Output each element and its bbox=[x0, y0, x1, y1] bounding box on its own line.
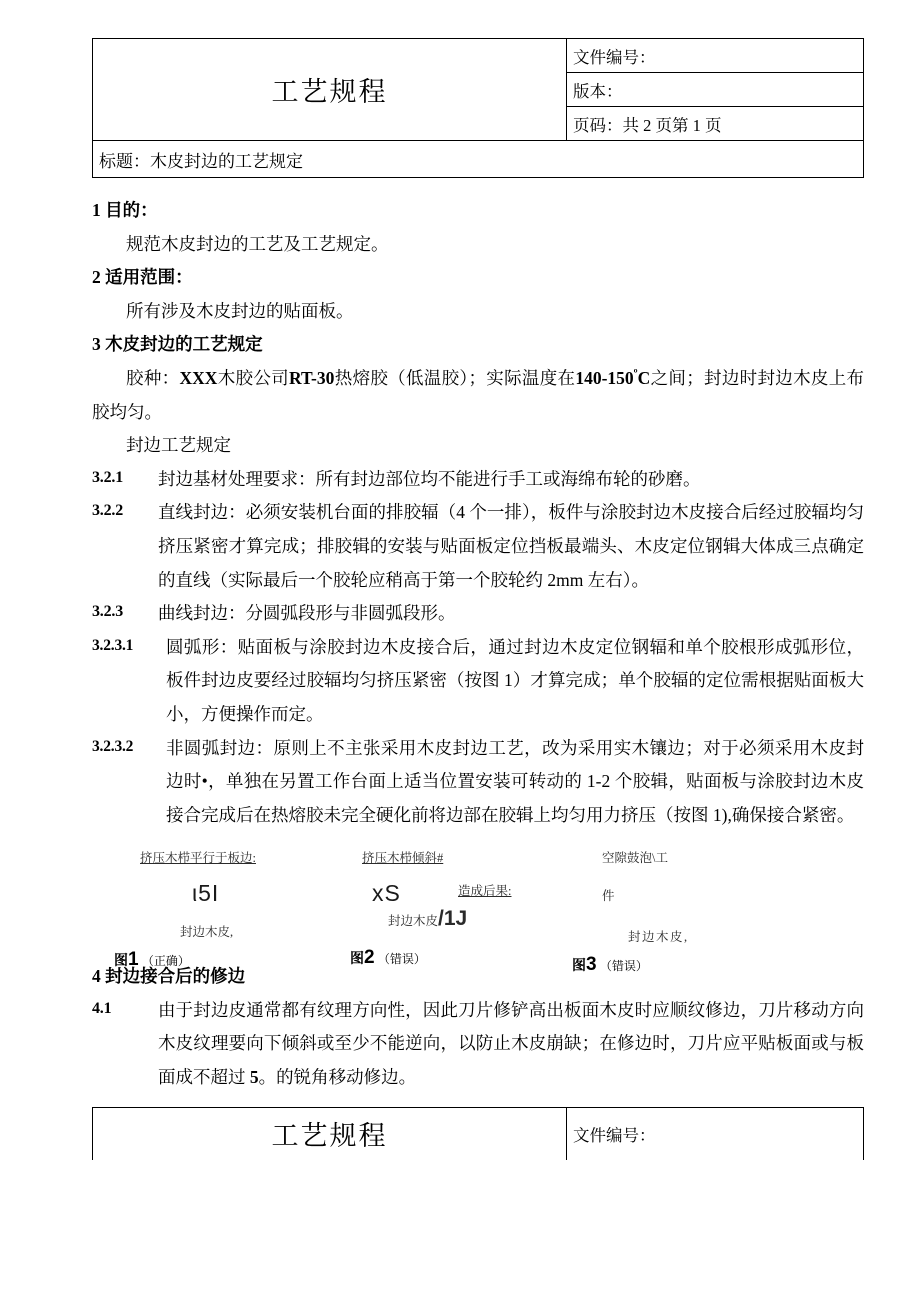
clause-4-1-angle-value: 5 bbox=[249, 1067, 259, 1088]
clause-number: 3.2.3 bbox=[92, 603, 124, 621]
clause-text: 曲线封边：分圆弧段形与非圆弧段形。 bbox=[158, 603, 456, 624]
section-2-body: 所有涉及木皮封边的贴面板。 bbox=[126, 300, 354, 321]
clause-3-2-3-2 bbox=[92, 732, 864, 833]
clause-number: 3.2.2 bbox=[92, 502, 124, 520]
figure-2-annotation-text: 封边木皮 bbox=[388, 914, 439, 929]
figure-caption-number: 1 bbox=[128, 949, 139, 971]
clause-3-2-3 bbox=[92, 597, 864, 631]
figure-2-label: 挤压木栉倾斜# bbox=[362, 851, 444, 866]
table-row bbox=[93, 1107, 864, 1160]
figure-2-annotation bbox=[388, 899, 580, 939]
figure-2-diagram-row bbox=[350, 871, 580, 907]
figure-caption-word: 图 bbox=[350, 951, 364, 967]
degree-symbol: º bbox=[633, 366, 638, 381]
figure-3-caption bbox=[572, 947, 852, 983]
page-content bbox=[92, 0, 864, 1160]
next-page-doc-number-field: 文件编号： bbox=[567, 1107, 864, 1160]
glue-tail: 之间；封边时封边木皮上布胶均匀。 bbox=[92, 367, 865, 422]
version-field: 版本： bbox=[567, 73, 864, 107]
clause-text: 直线封边：必须安装机台面的排胶辐（4 个一排），板件与涂胶封边木皮接合后经过胶辐均匀挤压紧密才算完成；排胶辑的安装与贴面板定位挡板最端头、木皮定位钢辑大体成三点确定的直线（实际最后一个胶轮应稍高于第一个胶轮约 2mm 左右）。 bbox=[158, 502, 864, 590]
figure-2-annotation-glyph: /1J bbox=[438, 907, 468, 931]
clause-3-2-2 bbox=[92, 496, 864, 597]
document-header-table bbox=[92, 38, 864, 178]
glue-prefix: 胶种： bbox=[126, 367, 180, 388]
section-3-sub-heading: 封边工艺规定 bbox=[126, 435, 231, 456]
clause-text bbox=[158, 994, 864, 1095]
table-row bbox=[93, 39, 864, 73]
figure-caption-note: （错误） bbox=[599, 959, 648, 974]
figure-caption-note: （正确） bbox=[141, 954, 190, 969]
clause-3-2-3-1 bbox=[92, 631, 864, 732]
figure-1-diagram-glyph: ι5Ι bbox=[192, 880, 220, 907]
page-number-field: 页码：共 2 页第 1 页 bbox=[567, 107, 864, 141]
figure-caption-number: 2 bbox=[364, 946, 375, 968]
figure-3-annotation: 封边木皮, bbox=[628, 930, 689, 945]
temp-unit: C bbox=[637, 367, 651, 388]
figure-caption-word: 图 bbox=[572, 959, 586, 975]
figure-caption-word: 图 bbox=[114, 954, 128, 970]
figure-3-label-second-line: 件 bbox=[602, 889, 615, 904]
document-subject: 标题：木皮封边的工艺规定 bbox=[93, 141, 864, 178]
glue-company: 木胶公司 bbox=[217, 367, 289, 388]
clause-text: 圆弧形：贴面板与涂胶封边木皮接合后，通过封边木皮定位钢辐和单个胶根形成弧形位，板件封边皮要经过胶辐均匀挤压紧密（按图 1）才算完成；单个胶辐的定位需根据贴面板大小，方便操作而定。 bbox=[166, 636, 864, 724]
section-1-heading: 1 目的： bbox=[92, 200, 158, 220]
section-3-heading: 3 木皮封边的工艺规定 bbox=[92, 334, 263, 355]
clause-text: 非圆弧封边：原则上不主张采用木皮封边工艺，改为采用实木镶边；对于必须采用木皮封边时•，单独在另置工作台面上适当位置安装可转动的 1-2 个胶辑，贴面板与涂胶封边木皮接合完成后在热熔胶未完全硬化前将边部在胶辑上均匀用力挤压（按图 1),确保接合紧密。 bbox=[166, 737, 864, 825]
clause-4-1-part1: 由于封边皮通常都有纹理方向性，因此刀片修铲高出板面木皮时应顺纹修边，刀片移动方向木皮纹理要向下倾斜或至少不能逆向，以防止木皮崩缺；在修边时，刀片应平贴板面或与板面成不超过 bbox=[158, 999, 864, 1088]
section-4-heading: 4 封边接合后的修边 bbox=[92, 966, 246, 987]
figure-2-caption bbox=[350, 940, 580, 976]
figure-3 bbox=[572, 846, 852, 983]
figure-caption-number: 3 bbox=[586, 954, 597, 976]
clause-4-1-part2: 。的锐角移动修边。 bbox=[258, 1067, 417, 1088]
clause-number: 4.1 bbox=[92, 999, 112, 1017]
section-1-body: 规范木皮封边的工艺及工艺规定。 bbox=[126, 233, 389, 254]
clause-number: 3.2.1 bbox=[92, 468, 124, 486]
glue-temp-range: 140-150 bbox=[575, 367, 634, 388]
next-page-header-table bbox=[92, 1107, 864, 1160]
figure-2 bbox=[350, 846, 580, 976]
glue-specification bbox=[92, 362, 864, 429]
glue-brand: XXX bbox=[179, 367, 218, 388]
glue-type: 热熔胶（低温胶）；实际温度在 bbox=[334, 367, 576, 388]
doc-number-field: 文件编号： bbox=[567, 39, 864, 73]
figure-caption-note: （错误） bbox=[377, 951, 426, 966]
figure-1-annotation: 封边木皮, bbox=[180, 925, 234, 940]
clause-4-1 bbox=[92, 994, 864, 1095]
figure-1-caption bbox=[114, 942, 344, 978]
clause-text: 封边基材处理要求：所有封边部位均不能进行手工或海绵布轮的砂磨。 bbox=[158, 468, 701, 489]
glue-model: RT-30 bbox=[288, 367, 335, 388]
figure-strip bbox=[92, 846, 864, 976]
document-title: 工艺规程 bbox=[93, 39, 567, 141]
table-row bbox=[93, 141, 864, 178]
clause-number: 3.2.3.1 bbox=[92, 636, 134, 654]
figure-3-label: 空隙鼓泡\工 bbox=[602, 851, 668, 866]
clause-3-2-1 bbox=[92, 463, 864, 497]
figure-1-label: 挤压木栉平行于板边: bbox=[140, 851, 256, 866]
figure-1 bbox=[114, 846, 344, 979]
section-2-heading: 2 适用范围： bbox=[92, 267, 193, 288]
figure-2-result-label: 造成后果: bbox=[458, 884, 512, 899]
document-body bbox=[92, 194, 864, 1095]
next-page-document-title: 工艺规程 bbox=[93, 1107, 567, 1160]
figure-2-diagram-glyph: xS bbox=[372, 880, 401, 907]
clause-number: 3.2.3.2 bbox=[92, 737, 134, 755]
